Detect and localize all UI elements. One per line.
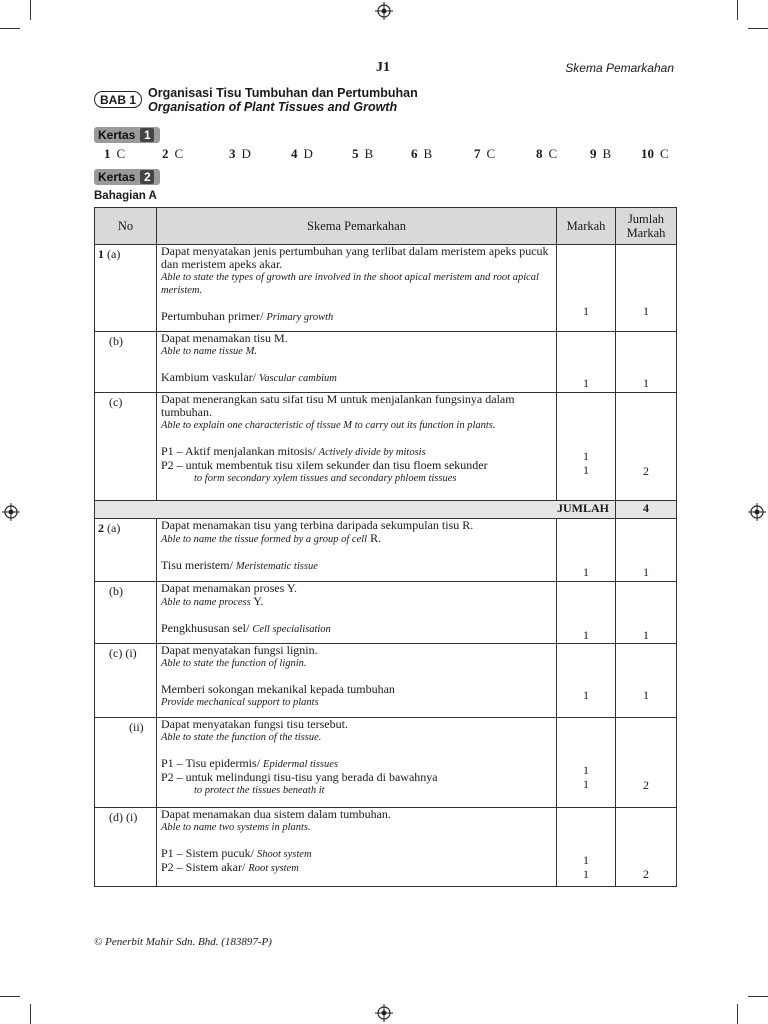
crop-mark <box>30 0 31 20</box>
mark-cell: 1 <box>557 644 616 718</box>
section-title: Bahagian A <box>94 190 157 202</box>
total-cell: 1 <box>616 582 677 644</box>
question-number: 2 (a) <box>95 519 157 582</box>
total-cell: 2 <box>616 718 677 808</box>
answer-item: 6 B <box>411 146 433 161</box>
total-value: 4 <box>616 501 677 519</box>
paper1-answers <box>100 146 675 162</box>
mark-cell: 1 <box>557 332 616 393</box>
marking-scheme-table <box>94 207 677 887</box>
table-row <box>95 718 677 808</box>
scheme-cell: Dapat menyatakan fungsi tisu tersebut. Able to state the function of the tissue. P1 – Tisu epidermis/ Epidermal tissues P2 – untuk melindungi tisu-tisu yang berada di bawahnya to protect the tissues beneath it <box>157 718 557 808</box>
paper2-number: 2 <box>140 170 154 184</box>
chapter-title-en: Organisation of Plant Tissues and Growth <box>148 100 398 114</box>
crop-mark <box>748 996 768 997</box>
total-cell: 2 <box>616 393 677 501</box>
crop-mark <box>30 1004 31 1024</box>
chapter-badge: BAB 1 <box>94 91 142 108</box>
table-row <box>95 519 677 582</box>
scheme-cell: Dapat menyatakan fungsi lignin. Able to state the function of lignin. Memberi sokongan mekanikal kepada tumbuhan Provide mechanical support to plants <box>157 644 557 718</box>
table-row <box>95 245 677 332</box>
header-no: No <box>95 208 157 245</box>
paper2-label <box>94 169 160 185</box>
scheme-cell: Dapat menamakan dua sistem dalam tumbuhan. Able to name two systems in plants. P1 – Sistem pucuk/ Shoot system P2 – Sistem akar/ Root system <box>157 808 557 887</box>
page-code: J1 <box>376 60 390 75</box>
answer-item: 3 D <box>229 146 251 161</box>
header-scheme: Skema Pemarkahan <box>157 208 557 245</box>
mark-cell: 1 <box>557 582 616 644</box>
question-number: (c) (i) <box>95 644 157 718</box>
registration-mark-icon <box>2 503 20 521</box>
question-number: (d) (i) <box>95 808 157 887</box>
answer-item: 1 C <box>104 146 126 161</box>
table-row <box>95 582 677 644</box>
mark-cell: 1 <box>557 519 616 582</box>
crop-mark <box>748 28 768 29</box>
crop-mark <box>737 0 738 20</box>
header-marks: Markah <box>557 208 616 245</box>
mark-cell: 1 1 <box>557 808 616 887</box>
mark-cell: 1 <box>557 245 616 332</box>
question-number: (c) <box>95 393 157 501</box>
scheme-cell: Dapat menamakan tisu M. Able to name tissue M. Kambium vaskular/ Vascular cambium <box>157 332 557 393</box>
table-row <box>95 393 677 501</box>
paper2-label-text: Kertas <box>98 170 136 184</box>
copyright-footer: © Penerbit Mahir Sdn. Bhd. (183897-P) <box>94 936 272 948</box>
answer-item: 10 C <box>641 146 669 161</box>
answer-item: 7 C <box>474 146 496 161</box>
running-header-title: Skema Pemarkahan <box>565 61 674 75</box>
total-cell: 1 <box>616 332 677 393</box>
scheme-cell: Dapat menerangkan satu sifat tisu M untuk menjalankan fungsinya dalam tumbuhan. Able to explain one characteristic of tissue M to carry out its function in plants. P1 – Aktif menjalankan mitosis/ Actively divide by mitosis P2 – untuk membentuk tisu xilem sekunder dan tisu floem sekunder to form secondary xylem tissues and secondary phloem tissues <box>157 393 557 501</box>
paper1-label <box>94 127 160 143</box>
question-number: (b) <box>95 332 157 393</box>
mark-cell: 1 1 <box>557 718 616 808</box>
crop-mark <box>737 1004 738 1024</box>
total-label: JUMLAH <box>95 501 616 519</box>
scheme-cell: Dapat menamakan proses Y. Able to name process Y. Pengkhususan sel/ Cell specialisation <box>157 582 557 644</box>
total-cell: 1 <box>616 245 677 332</box>
header-total: Jumlah Markah <box>616 208 677 245</box>
question-number: 1 (a) <box>95 245 157 332</box>
answer-item: 5 B <box>352 146 374 161</box>
registration-mark-icon <box>375 2 393 20</box>
chapter-title-ms: Organisasi Tisu Tumbuhan dan Pertumbuhan <box>148 86 418 100</box>
answer-item: 8 C <box>536 146 558 161</box>
crop-mark <box>0 996 20 997</box>
total-row <box>95 501 677 519</box>
answer-item: 2 C <box>162 146 184 161</box>
table-header-row <box>95 208 677 245</box>
table-row <box>95 332 677 393</box>
answer-item: 4 D <box>291 146 313 161</box>
total-cell: 1 <box>616 519 677 582</box>
scheme-cell: Dapat menamakan tisu yang terbina daripada sekumpulan tisu R. Able to name the tissue formed by a group of cell R. Tisu meristem/ Meristematic tissue <box>157 519 557 582</box>
question-number: (ii) <box>95 718 157 808</box>
chapter-title <box>148 86 418 114</box>
answer-item: 9 B <box>590 146 612 161</box>
crop-mark <box>0 28 20 29</box>
registration-mark-icon <box>375 1004 393 1022</box>
registration-mark-icon <box>748 503 766 521</box>
total-cell: 1 <box>616 644 677 718</box>
total-cell: 2 <box>616 808 677 887</box>
question-number: (b) <box>95 582 157 644</box>
paper1-number: 1 <box>140 128 154 142</box>
scheme-cell: Dapat menyatakan jenis pertumbuhan yang terlibat dalam meristem apeks pucuk dan meristem apeks akar. Able to state the types of growth are involved in the shoot apical meristem and root apical meristem. Pertumbuhan primer/ Primary growth <box>157 245 557 332</box>
table-row <box>95 644 677 718</box>
table-row <box>95 808 677 887</box>
mark-cell: 1 1 <box>557 393 616 501</box>
paper1-label-text: Kertas <box>98 128 136 142</box>
